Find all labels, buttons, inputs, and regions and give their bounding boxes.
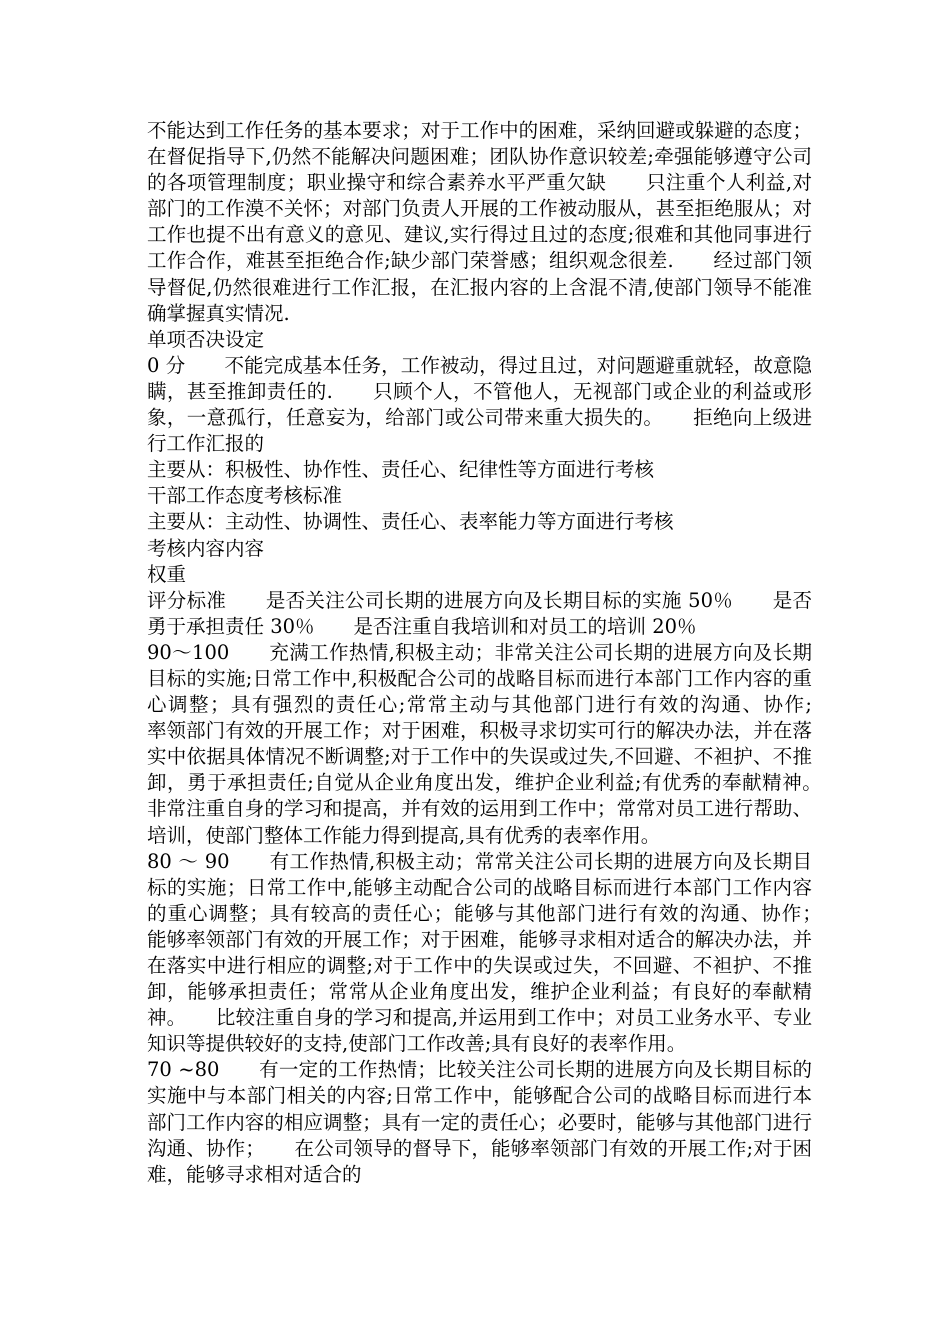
paragraph-veto-zero-score: 0 分 不能完成基本任务，工作被动，得过且过，对问题避重就轻，故意隐瞒，甚至推卸责任的. 只顾个人，不管他人，无视部门或企业的利益或形象，一意孤行，任意妄为，给部门或公司带来重大损失的。 拒绝向上级进行工作汇报的 [147,353,812,456]
paragraph-assessment-scope-staff: 主要从：积极性、协作性、责任心、纪律性等方面进行考核 [147,458,655,482]
paragraph-assessment-scope-cadre: 主要从：主动性、协调性、责任心、表率能力等方面进行考核 [147,510,674,534]
paragraph-scoring-criteria: 评分标准 是否关注公司长期的进展方向及长期目标的实施 50％ 是否勇于承担责任 30％ 是否注重自我培训和对员工的培训 20％ [147,588,812,638]
paragraph-cadre-standard-title: 干部工作态度考核标准 [147,484,343,508]
paragraph-weight: 权重 [147,562,187,586]
paragraph-performance-poor: 不能达到工作任务的基本要求；对于工作中的困难，采纳回避或躲避的态度；在督促指导下,仍然不能解决问题困难；团队协作意识较差;牵强能够遵守公司的各项管理制度；职业操守和综合素养水平严重欠缺 只注重个人利益,对部门的工作漠不关怀；对部门负责人开展的工作被动服从，甚至拒绝服从；对工作也提不出有意义的意见、建议,实行得过且过的态度;很难和其他同事进行工作合作，难甚至拒绝合作;缺少部门荣誉感；组织观念很差. 经过部门领导督促,仍然很难进行工作汇报，在汇报内容的上含混不清,使部门领导不能准确掌握真实情况. [147,119,812,325]
paragraph-score-70-80: 70 ~80 有一定的工作热情；比较关注公司长期的进展方向及长期目标的实施中与本部门相关的内容;日常工作中，能够配合公司的战略目标而进行本部门工作内容的相应调整；具有一定的责任心；必要时，能够与其他部门进行沟通、协作； 在公司领导的督导下，能够率领部门有效的开展工作;对于困难，能够寻求相对适合的 [147,1058,812,1186]
paragraph-assessment-content: 考核内容内容 [147,536,265,560]
paragraph-score-90-100: 90～100 充满工作热情,积极主动；非常关注公司长期的进展方向及长期目标的实施;日常工作中,积极配合公司的战略目标而进行本部门工作内容的重心调整；具有强烈的责任心;常常主动与其他部门进行有效的沟通、协作; 率领部门有效的开展工作；对于困难，积极寻求切实可行的解决办法，并在落实中依据具体情况不断调整;对于工作中的失误或过失,不回避、不袒护、不推卸，勇于承担责任;自觉从企业角度出发，维护企业利益;有优秀的奉献精神。 非常注重自身的学习和提高，并有效的运用到工作中；常常对员工进行帮助、培训，使部门整体工作能力得到提高,具有优秀的表率作用。 [147,640,852,847]
document-page [147,118,852,1188]
paragraph-score-80-90: 80 ～ 90 有工作热情,积极主动；常常关注公司长期的进展方向及长期目标的实施；日常工作中,能够主动配合公司的战略目标而进行本部门工作内容的重心调整；具有较高的责任心；能够与其他部门进行有效的沟通、协作； 能够率领部门有效的开展工作；对于困难，能够寻求相对适合的解决办法，并在落实中进行相应的调整;对于工作中的失误或过失，不回避、不袒护、不推卸，能够承担责任；常常从企业角度出发，维护企业利益；有良好的奉献精神。 比较注重自身的学习和提高,并运用到工作中；对员工业务水平、专业知识等提供较好的支持,使部门工作改善;具有良好的表率作用。 [147,849,852,1056]
paragraph-veto-heading: 单项否决设定 [147,327,265,351]
